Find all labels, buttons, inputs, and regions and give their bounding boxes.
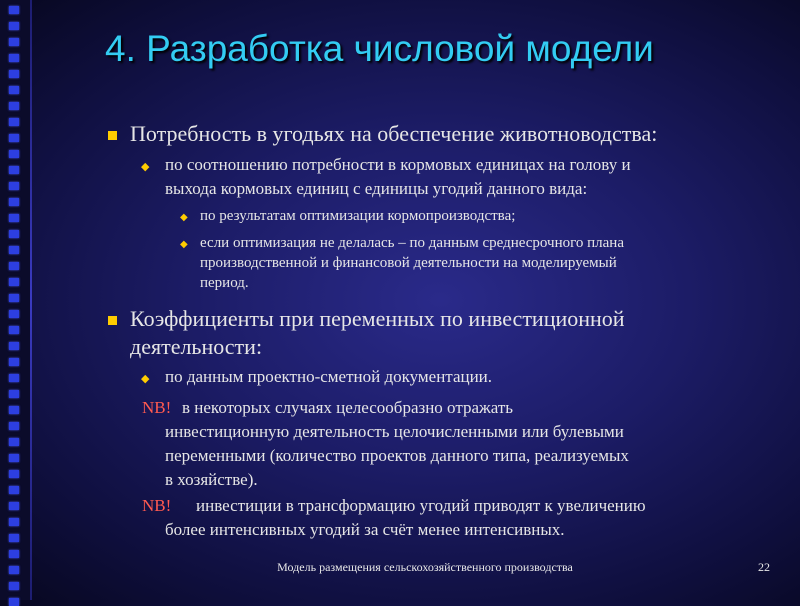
- sub-item-1-line1: по соотношению потребности в кормовых единицах на голову и: [165, 155, 631, 174]
- nb1-line3: переменными (количество проектов данного типа, реализуемых: [165, 446, 629, 465]
- sub-sub-item-b-line3: период.: [200, 275, 249, 291]
- square-bullet-icon: [108, 316, 117, 325]
- nb2-line1: инвестиции в трансформацию угодий приводят к увеличению: [196, 496, 646, 515]
- sub-sub-item-b-line2: производственной и финансовой деятельности на моделируемый: [200, 255, 617, 271]
- square-bullet-icon: [108, 131, 117, 140]
- sub-sub-item-b-line1: если оптимизация не делалась – по данным среднесрочного плана: [200, 235, 624, 251]
- sub-item-2: по данным проектно-сметной документации.: [165, 367, 493, 386]
- sub-item-1-line2: выхода кормовых единиц с единицы угодий данного вида:: [165, 179, 588, 198]
- page-number: 22: [758, 560, 770, 574]
- nb1-line4: в хозяйстве).: [165, 470, 258, 489]
- bullet-item-2-line1: Коэффициенты при переменных по инвестиционной: [130, 306, 625, 331]
- bullet-item-2-line2: деятельности:: [130, 334, 263, 359]
- footer-text: Модель размещения сельскохозяйственного производства: [277, 560, 573, 574]
- sub-sub-item-a: по результатам оптимизации кормопроизводства;: [200, 208, 516, 224]
- diamond-bullet-icon: ◆: [141, 160, 150, 173]
- nb1-line1: в некоторых случаях целесообразно отражать: [182, 398, 514, 417]
- nb-label-2: NB!: [142, 496, 172, 515]
- diamond-bullet-icon: ◆: [180, 212, 188, 223]
- diamond-bullet-icon: ◆: [180, 239, 188, 250]
- diamond-bullet-icon: ◆: [141, 372, 150, 385]
- bullet-item-1: Потребность в угодьях на обеспечение животноводства:: [130, 121, 658, 146]
- nb1-line2: инвестиционную деятельность целочисленными или булевыми: [165, 422, 624, 441]
- slide-title: 4. Разработка числовой модели: [105, 28, 654, 69]
- nb-label-1: NB!: [142, 398, 172, 417]
- nb2-line2: более интенсивных угодий за счёт менее интенсивных.: [165, 520, 565, 539]
